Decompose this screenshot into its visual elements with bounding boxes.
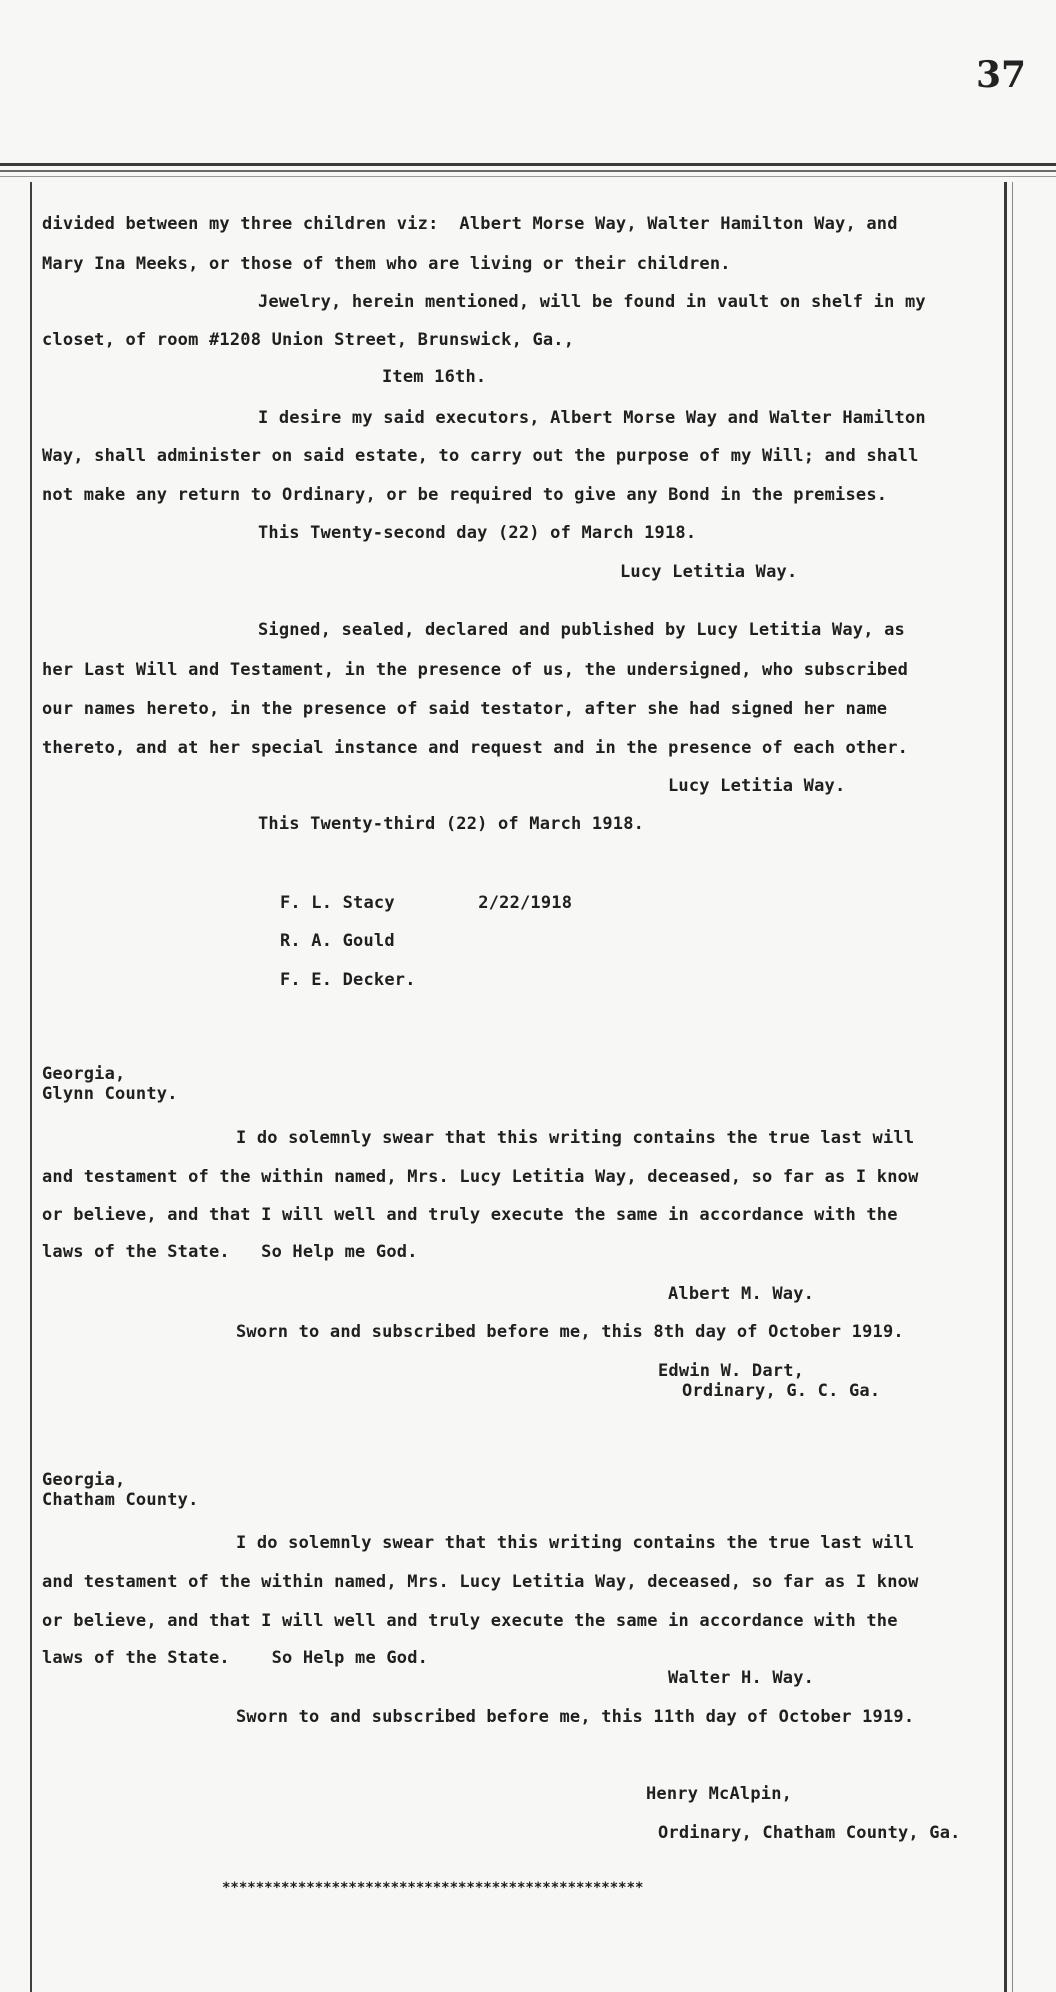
header-rule-tertiary bbox=[0, 176, 1056, 177]
signature: Lucy Letitia Way. bbox=[668, 776, 846, 796]
text-line: laws of the State. So Help me God. bbox=[42, 1242, 418, 1262]
text-line: I desire my said executors, Albert Morse Way and Walter Hamilton bbox=[258, 408, 926, 428]
right-margin-line-outer bbox=[1012, 182, 1013, 1992]
text-line: our names hereto, in the presence of said testator, after she had signed her name bbox=[42, 699, 888, 719]
text-line: her Last Will and Testament, in the presence of us, the undersigned, who subscribed bbox=[42, 660, 909, 680]
text-line: I do solemnly swear that this writing contains the true last will bbox=[236, 1128, 915, 1148]
text-line: divided between my three children viz: Albert Morse Way, Walter Hamilton Way, and bbox=[42, 214, 898, 234]
signature: Albert M. Way. bbox=[668, 1284, 815, 1304]
header-rule bbox=[0, 163, 1056, 166]
text-line: Way, shall administer on said estate, to carry out the purpose of my Will; and shall bbox=[42, 446, 919, 466]
date-line: This Twenty-third (22) of March 1918. bbox=[258, 814, 645, 834]
section-divider: ************************************************** bbox=[222, 1880, 644, 1896]
date-line: This Twenty-second day (22) of March 1918. bbox=[258, 523, 697, 543]
witness-signature: R. A. Gould bbox=[280, 931, 395, 951]
witness-signature: F. E. Decker. bbox=[280, 970, 416, 990]
text-line: Jewelry, herein mentioned, will be found in vault on shelf in my bbox=[258, 292, 926, 312]
text-line: Sworn to and subscribed before me, this 11th day of October 1919. bbox=[236, 1707, 915, 1727]
jurisdiction-state: Georgia, bbox=[42, 1470, 126, 1490]
text-line: I do solemnly swear that this writing contains the true last will bbox=[236, 1533, 915, 1553]
signature: Lucy Letitia Way. bbox=[620, 562, 798, 582]
signature: Walter H. Way. bbox=[668, 1668, 815, 1688]
left-margin-line bbox=[30, 182, 32, 1992]
jurisdiction-county: Chatham County. bbox=[42, 1490, 199, 1510]
witness-signature: F. L. Stacy 2/22/1918 bbox=[280, 893, 573, 913]
text-line: and testament of the within named, Mrs. Lucy Letitia Way, deceased, so far as I know bbox=[42, 1167, 919, 1187]
text-line: Sworn to and subscribed before me, this 8th day of October 1919. bbox=[236, 1322, 904, 1342]
page-number: 37 bbox=[976, 54, 1027, 96]
text-line: Signed, sealed, declared and published by Lucy Letitia Way, as bbox=[258, 620, 905, 640]
text-line: Mary Ina Meeks, or those of them who are living or their children. bbox=[42, 254, 731, 274]
jurisdiction-county: Glynn County. bbox=[42, 1084, 178, 1104]
official-title: Ordinary, G. C. Ga. bbox=[682, 1381, 881, 1401]
right-margin-line bbox=[1004, 182, 1007, 1992]
jurisdiction-state: Georgia, bbox=[42, 1064, 126, 1084]
official-title: Ordinary, Chatham County, Ga. bbox=[658, 1823, 961, 1843]
text-line: or believe, and that I will well and truly execute the same in accordance with the bbox=[42, 1205, 898, 1225]
text-line: and testament of the within named, Mrs. Lucy Letitia Way, deceased, so far as I know bbox=[42, 1572, 919, 1592]
text-line: thereto, and at her special instance and request and in the presence of each other. bbox=[42, 738, 909, 758]
text-line: closet, of room #1208 Union Street, Brunswick, Ga., bbox=[42, 330, 575, 350]
text-line: not make any return to Ordinary, or be required to give any Bond in the premises. bbox=[42, 485, 888, 505]
header-rule-secondary bbox=[0, 170, 1056, 172]
official-signature: Henry McAlpin, bbox=[646, 1784, 793, 1804]
text-line: or believe, and that I will well and truly execute the same in accordance with the bbox=[42, 1611, 898, 1631]
official-signature: Edwin W. Dart, bbox=[658, 1361, 805, 1381]
text-line: laws of the State. So Help me God. bbox=[42, 1648, 429, 1668]
item-heading: Item 16th. bbox=[382, 367, 487, 387]
